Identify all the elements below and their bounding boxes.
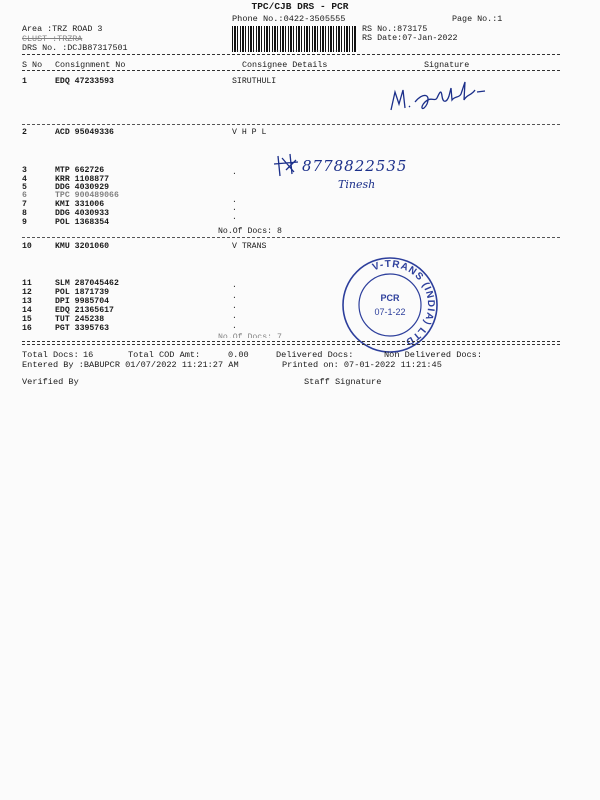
bullet-dot: . [232,292,237,301]
col-signature: Signature [424,60,470,70]
barcode [232,26,357,52]
row-consignment: KMU 3201060 [55,242,110,251]
bullet-dot: . [232,204,237,213]
cod-value: 0.00 [228,350,249,360]
row-consignment: ACD 95049336 [55,128,114,137]
row-sno: 7 [22,200,27,209]
col-consignee: Consignee Details [242,60,328,70]
handwritten-phone: 8778822535 [302,157,408,175]
bullet-dot: . [232,302,237,311]
group-divider [22,124,560,125]
row-sno: 4 [22,175,27,184]
no-of-docs: No.Of Docs: 7 [218,333,282,338]
group-divider [22,237,560,238]
bullet-dot: . [232,168,237,177]
row-consignment: POL 1871739 [55,288,110,297]
row-sno: 16 [22,324,32,333]
row-sno: 2 [22,128,27,137]
no-of-docs: No.Of Docs: 8 [218,227,282,236]
area-label: Area :TRZ ROAD 3 [22,24,103,34]
row-sno: 11 [22,279,32,288]
bullet-dot: . [232,213,237,222]
rs-date: RS Date:07-Jan-2022 [362,33,458,43]
row-sno: 13 [22,297,32,306]
total-docs-value: 16 [83,350,94,360]
svg-text:07-1-22: 07-1-22 [374,307,406,317]
row-consignment: EDQ 21365617 [55,306,114,315]
rs-number: RS No.:873175 [362,24,428,34]
company-stamp [340,255,440,355]
verified-by: Verified By [22,377,79,387]
header-divider [22,54,560,55]
phone-number: Phone No.:0422-3505555 [232,14,346,24]
consignee-name: V TRANS [232,242,267,251]
cod-label: Total COD Amt: [128,350,201,360]
cluster-label: CLUST :TRZRA [22,34,83,44]
row-consignment: KRR 1108877 [55,175,110,184]
row-sno: 5 [22,183,27,192]
delivered-docs-label: Delivered Docs: [276,350,354,360]
col-consignment: Consignment No [55,60,126,70]
bullet-dot: . [232,196,237,205]
column-divider [22,70,560,71]
row-sno: 6 [22,191,27,200]
bullet-dot: . [232,281,237,290]
staff-signature: Staff Signature [304,377,382,387]
svg-text:V-TRANS (INDIA) LTD: V-TRANS (INDIA) LTD [371,258,437,348]
handwritten-name: Tinesh [338,178,376,191]
row-sno: 15 [22,315,32,324]
row-consignment: TPC 900489066 [55,191,119,200]
row-consignment: KMI 331006 [55,200,105,209]
row-sno: 8 [22,209,27,218]
page-number: Page No.:1 [452,14,503,24]
row-consignment: TUT 245238 [55,315,105,324]
row-sno: 1 [22,77,27,86]
signature-handwritten [385,72,495,117]
row-consignment: POL 1368354 [55,218,110,227]
printed-on: Printed on: 07-01-2022 11:21:45 [282,360,442,370]
bullet-dot: . [232,312,237,321]
row-sno: 3 [22,166,27,175]
consignee-name: SIRUTHULI [232,77,277,86]
table-end-divider [22,341,560,342]
row-sno: 14 [22,306,32,315]
row-consignment: SLM 287045462 [55,279,119,288]
row-sno: 10 [22,242,32,251]
total-docs-label: Total Docs: [22,350,79,360]
document-title: TPC/CJB DRS - PCR [251,1,349,12]
row-consignment: DDG 4030933 [55,209,110,218]
row-consignment: MTP 662726 [55,166,105,175]
row-consignment: EDQ 47233593 [55,77,114,86]
row-sno: 9 [22,218,27,227]
col-sno: S No [22,60,43,70]
consignee-name: V H P L [232,128,267,137]
row-consignment: DDG 4030929 [55,183,110,192]
entered-by: Entered By :BABUPCR 01/07/2022 11:21:27 AM [22,360,239,370]
non-delivered-docs-label: Non Delivered Docs: [384,350,482,360]
table-end-divider-2 [22,344,560,345]
drs-number: DRS No. :DCJB87317501 [22,43,128,53]
bullet-dot: . [232,322,237,331]
row-consignment: DPI 9985704 [55,297,110,306]
row-sno: 12 [22,288,32,297]
svg-text:PCR: PCR [380,293,400,303]
row-consignment: PGT 3395763 [55,324,110,333]
